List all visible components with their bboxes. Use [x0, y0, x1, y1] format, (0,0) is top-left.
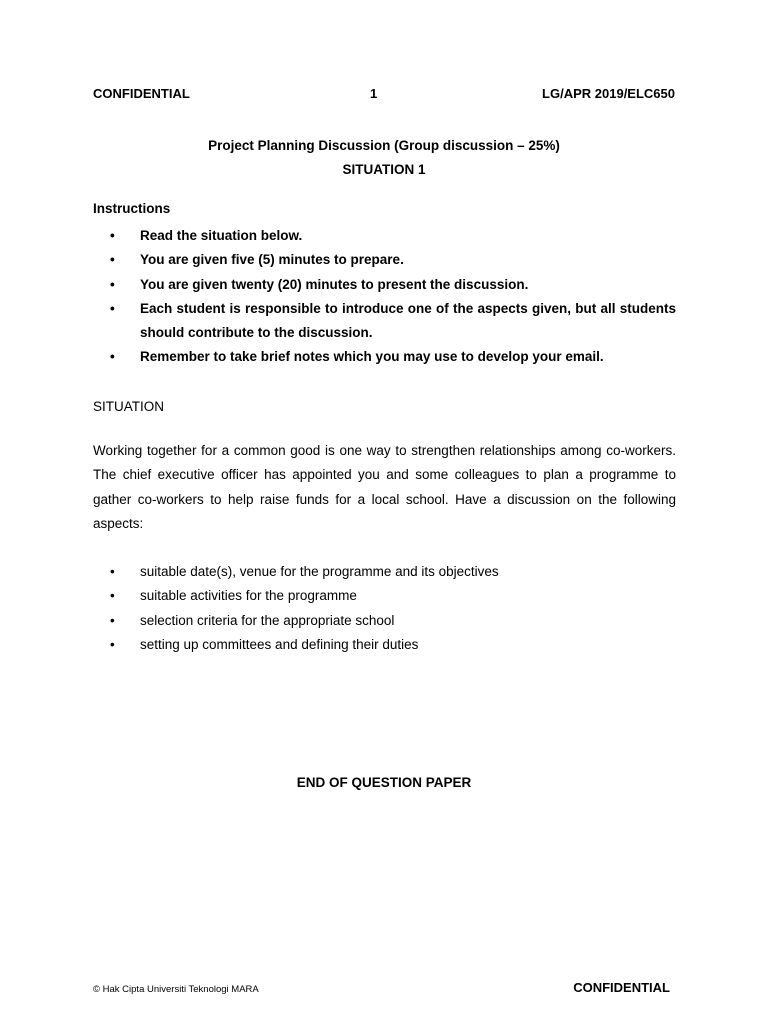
paper-code: LG/APR 2019/ELC650 [542, 86, 675, 101]
header-confidential-label: CONFIDENTIAL [93, 86, 190, 101]
instruction-item [93, 297, 676, 346]
bullet-icon: • [110, 636, 115, 652]
aspect-item [93, 584, 676, 608]
bullet-icon: • [110, 276, 115, 292]
aspect-item [93, 633, 676, 657]
aspect-text: selection criteria for the appropriate school [140, 612, 395, 628]
instruction-item [93, 224, 676, 248]
aspect-item [93, 609, 676, 633]
instruction-text: You are given five (5) minutes to prepare. [140, 252, 404, 268]
aspect-item [93, 560, 676, 584]
bullet-icon: • [110, 300, 115, 316]
instructions-list [93, 224, 676, 370]
bullet-icon: • [110, 349, 115, 365]
aspects-list [93, 560, 676, 657]
page-subtitle: SITUATION 1 [342, 162, 426, 177]
page-number: 1 [370, 86, 378, 101]
end-of-paper-text: END OF QUESTION PAPER [296, 775, 472, 790]
aspect-text: suitable date(s), venue for the programme and its objectives [140, 564, 499, 579]
footer-confidential-label: CONFIDENTIAL [573, 980, 670, 995]
instruction-text: Remember to take brief notes which you may use to develop your email. [140, 349, 604, 365]
bullet-icon: • [110, 252, 115, 268]
aspect-text: suitable activities for the programme [140, 588, 357, 604]
situation-paragraph: Working together for a common good is one way to strengthen relationships among co-workers. The chief executive officer has appointed you and some colleagues to plan a programme to gather co-workers to help raise funds for a local school. Have a discussion on the following aspects: [93, 443, 676, 531]
situation-heading: SITUATION [93, 399, 165, 414]
bullet-icon: • [110, 564, 115, 579]
bullet-icon: • [110, 228, 115, 243]
instruction-text: Each student is responsible to introduce one of the aspects given, but all students should contribute to the discussion. [140, 300, 676, 341]
instruction-item [93, 248, 676, 272]
aspect-text: setting up committees and defining their duties [140, 636, 419, 652]
copyright-notice: © Hak Cipta Universiti Teknologi MARA [93, 984, 259, 995]
instruction-item [93, 273, 676, 297]
instruction-item [93, 345, 676, 369]
bullet-icon: • [110, 612, 115, 628]
page-title: Project Planning Discussion (Group discussion – 25%) [208, 138, 560, 153]
instruction-text: You are given twenty (20) minutes to present the discussion. [140, 276, 529, 292]
bullet-icon: • [110, 588, 115, 604]
instruction-text: Read the situation below. [140, 228, 303, 243]
instructions-heading: Instructions [93, 201, 171, 216]
